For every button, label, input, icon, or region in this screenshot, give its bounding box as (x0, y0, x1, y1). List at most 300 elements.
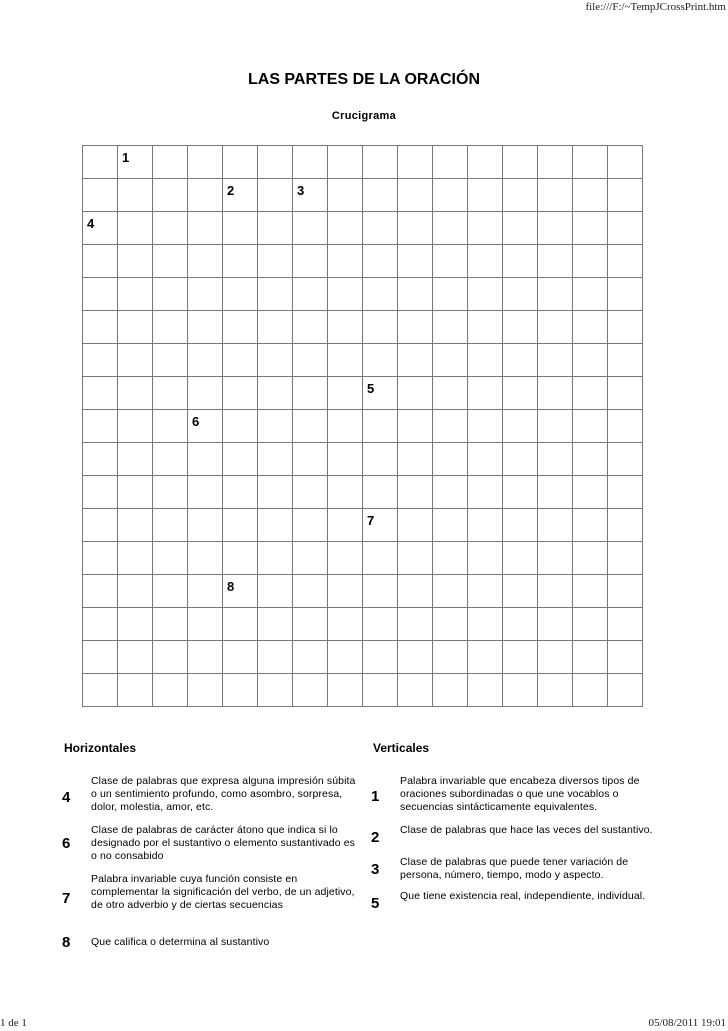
grid-cell (573, 674, 608, 707)
grid-cell (258, 575, 293, 608)
grid-cell (503, 476, 538, 509)
grid-cell (433, 674, 468, 707)
grid-cell (153, 542, 188, 575)
grid-cell (258, 542, 293, 575)
grid-cell (573, 509, 608, 542)
grid-cell (363, 146, 398, 179)
clue-text: Palabra invariable que encabeza diversos tipos de oraciones subordinadas o que une vocablos o secuencias sintácticamente equivalentes. (400, 775, 640, 813)
grid-cell (328, 443, 363, 476)
grid-cell (538, 476, 573, 509)
grid-cell (573, 410, 608, 443)
page-count: 1 de 1 (0, 1017, 27, 1029)
grid-cell (118, 377, 153, 410)
grid-cell (258, 641, 293, 674)
grid-cell (188, 278, 223, 311)
grid-cell (433, 245, 468, 278)
grid-cell (188, 245, 223, 278)
grid-cell (188, 608, 223, 641)
grid-cell (223, 344, 258, 377)
grid-cell (538, 344, 573, 377)
grid-cell (293, 674, 328, 707)
grid-cell (223, 179, 258, 212)
grid-cell (468, 212, 503, 245)
grid-cell (118, 674, 153, 707)
grid-cell (363, 212, 398, 245)
grid-cell-number: 6 (192, 414, 200, 429)
grid-cell (608, 575, 643, 608)
grid-cell (118, 410, 153, 443)
grid-cell (503, 575, 538, 608)
grid-cell (433, 509, 468, 542)
grid-cell (223, 278, 258, 311)
grid-cell (258, 476, 293, 509)
grid-cell (188, 575, 223, 608)
grid-cell (538, 542, 573, 575)
grid-cell (118, 344, 153, 377)
grid-cell (293, 542, 328, 575)
grid-cell (83, 542, 118, 575)
grid-cell (258, 179, 293, 212)
grid-cell (608, 344, 643, 377)
grid-cell (398, 410, 433, 443)
grid-cell (433, 608, 468, 641)
grid-cell (83, 311, 118, 344)
clue-text: Clase de palabras de carácter átono que indica si lo designado por el sustantivo o elemento sustantivado es o no consabido (91, 824, 355, 862)
grid-cell (223, 377, 258, 410)
grid-cell (398, 443, 433, 476)
grid-cell (188, 377, 223, 410)
grid-cell (328, 344, 363, 377)
grid-cell (118, 608, 153, 641)
grid-cell (398, 542, 433, 575)
grid-cell (503, 344, 538, 377)
grid-cell (503, 179, 538, 212)
grid-cell (188, 443, 223, 476)
grid-cell (468, 509, 503, 542)
grid-cell (153, 311, 188, 344)
grid-cell (608, 245, 643, 278)
across-heading: Horizontales (64, 741, 137, 755)
grid-cell (83, 575, 118, 608)
grid-cell (468, 245, 503, 278)
grid-cell (83, 212, 118, 245)
grid-cell (293, 245, 328, 278)
grid-cell (188, 146, 223, 179)
grid-cell (468, 575, 503, 608)
grid-cell (328, 212, 363, 245)
grid-cell (118, 476, 153, 509)
clue-number: 8 (62, 934, 71, 951)
grid-cell (433, 311, 468, 344)
grid-cell (83, 245, 118, 278)
grid-cell (608, 212, 643, 245)
down-clue (371, 775, 671, 821)
grid-cell (433, 476, 468, 509)
grid-cell (538, 509, 573, 542)
grid-cell (363, 443, 398, 476)
grid-cell (398, 674, 433, 707)
grid-cell (363, 344, 398, 377)
grid-cell (328, 476, 363, 509)
grid-cell (188, 509, 223, 542)
grid-cell (223, 674, 258, 707)
grid-cell (258, 608, 293, 641)
grid-cell (503, 146, 538, 179)
grid-cell (153, 245, 188, 278)
grid-cell (363, 179, 398, 212)
clue-text: Palabra invariable cuya función consiste en complementar la significación del verbo, de un adjetivo, de otro adverbio y de ciertas secuencias (91, 873, 355, 911)
grid-cell (83, 344, 118, 377)
grid-cell (398, 641, 433, 674)
grid-cell (118, 311, 153, 344)
grid-cell (573, 542, 608, 575)
clue-text: Clase de palabras que expresa alguna impresión súbita o un sentimiento profundo, como asombro, sorpresa, dolor, molestia, amor, etc. (91, 775, 356, 813)
grid-cell (83, 641, 118, 674)
grid-cell (363, 476, 398, 509)
clue-number: 4 (62, 789, 71, 806)
grid-cell (328, 179, 363, 212)
grid-cell-number: 2 (227, 183, 235, 198)
crossword-grid (82, 145, 643, 707)
grid-cell (153, 278, 188, 311)
grid-cell (153, 476, 188, 509)
grid-cell (293, 410, 328, 443)
grid-cell (328, 311, 363, 344)
grid-cell (223, 410, 258, 443)
grid-cell (293, 179, 328, 212)
grid-cell (223, 443, 258, 476)
grid-cell (468, 674, 503, 707)
clue-number: 5 (371, 895, 380, 912)
grid-cell (293, 443, 328, 476)
grid-cell (83, 179, 118, 212)
grid-cell (293, 311, 328, 344)
grid-cell (83, 509, 118, 542)
grid-cell (468, 476, 503, 509)
down-heading: Verticales (373, 741, 430, 755)
grid-cell (258, 245, 293, 278)
grid-cell (258, 311, 293, 344)
grid-cell (468, 344, 503, 377)
grid-cell (538, 575, 573, 608)
clue-text: Clase de palabras que puede tener variación de persona, número, tiempo, modo y aspecto. (400, 856, 629, 881)
grid-cell (328, 542, 363, 575)
grid-cell (223, 608, 258, 641)
grid-cell (363, 509, 398, 542)
grid-cell (83, 674, 118, 707)
grid-cell (538, 245, 573, 278)
grid-cell (153, 212, 188, 245)
grid-cell (188, 641, 223, 674)
grid-cell (328, 377, 363, 410)
grid-cell (573, 377, 608, 410)
grid-cell (398, 476, 433, 509)
clue-number: 3 (371, 861, 380, 878)
grid-cell (118, 641, 153, 674)
grid-cell (398, 377, 433, 410)
grid-cell (258, 278, 293, 311)
grid-cell (223, 542, 258, 575)
grid-cell (223, 641, 258, 674)
grid-cell (293, 641, 328, 674)
clue-number: 7 (62, 890, 71, 907)
grid-cell (503, 542, 538, 575)
grid-cell (433, 344, 468, 377)
grid-cell (188, 179, 223, 212)
grid-cell (223, 212, 258, 245)
grid-cell (468, 641, 503, 674)
grid-cell (538, 674, 573, 707)
grid-cell (433, 641, 468, 674)
grid-cell (503, 674, 538, 707)
grid-cell (293, 212, 328, 245)
grid-cell (328, 245, 363, 278)
grid-cell (83, 476, 118, 509)
grid-cell (83, 410, 118, 443)
grid-cell (573, 608, 608, 641)
grid-cell (503, 278, 538, 311)
across-clue (62, 873, 362, 929)
grid-cell-number: 5 (367, 381, 375, 396)
grid-cell (258, 377, 293, 410)
grid-cell (223, 476, 258, 509)
grid-cell (573, 245, 608, 278)
grid-cell (258, 146, 293, 179)
grid-cell (468, 542, 503, 575)
page-subtitle: Crucigrama (331, 110, 397, 122)
grid-cell (468, 311, 503, 344)
grid-cell (328, 410, 363, 443)
grid-cell (538, 377, 573, 410)
grid-cell (363, 641, 398, 674)
grid-cell (188, 476, 223, 509)
grid-cell (363, 311, 398, 344)
grid-cell (328, 674, 363, 707)
grid-cell (608, 509, 643, 542)
down-clue (371, 856, 671, 886)
page-url: file:///F:/~TempJCrossPrint.htm (585, 1, 726, 13)
grid-cell (398, 278, 433, 311)
grid-cell (468, 146, 503, 179)
grid-cell (153, 641, 188, 674)
grid-cell (363, 245, 398, 278)
grid-cell (83, 278, 118, 311)
grid-cell (328, 641, 363, 674)
grid-cell (293, 608, 328, 641)
grid-cell (573, 179, 608, 212)
grid-cell (433, 278, 468, 311)
grid-cell (468, 179, 503, 212)
grid-cell (608, 542, 643, 575)
grid-cell (328, 509, 363, 542)
grid-cell (293, 278, 328, 311)
grid-cell (363, 608, 398, 641)
grid-cell (608, 179, 643, 212)
grid-cell (153, 344, 188, 377)
grid-cell (293, 476, 328, 509)
grid-cell (188, 311, 223, 344)
grid-cell (503, 608, 538, 641)
grid-cell (153, 608, 188, 641)
grid-cell (433, 146, 468, 179)
across-clue (62, 824, 362, 870)
grid-cell (328, 278, 363, 311)
down-clue (371, 824, 671, 854)
grid-cell (363, 410, 398, 443)
grid-cell (83, 377, 118, 410)
clue-text: Que tiene existencia real, independiente, individual. (400, 890, 646, 902)
grid-cell (608, 641, 643, 674)
grid-cell (608, 410, 643, 443)
grid-cell (608, 674, 643, 707)
grid-cell-number: 7 (367, 513, 375, 528)
grid-cell (398, 344, 433, 377)
grid-cell (118, 278, 153, 311)
grid-cell (538, 278, 573, 311)
grid-cell (573, 278, 608, 311)
grid-cell (433, 443, 468, 476)
grid-cell (153, 443, 188, 476)
grid-cell (573, 311, 608, 344)
grid-cell (398, 245, 433, 278)
grid-cell (83, 443, 118, 476)
grid-cell (608, 278, 643, 311)
grid-cell (398, 179, 433, 212)
grid-cell (538, 641, 573, 674)
grid-cell (398, 575, 433, 608)
across-clue (62, 775, 362, 829)
grid-cell (608, 608, 643, 641)
grid-cell (608, 311, 643, 344)
grid-cell (398, 509, 433, 542)
grid-cell (503, 212, 538, 245)
grid-cell (573, 212, 608, 245)
grid-cell-number: 1 (122, 150, 130, 165)
grid-cell (188, 674, 223, 707)
grid-cell (258, 674, 293, 707)
grid-cell (468, 278, 503, 311)
grid-cell (538, 146, 573, 179)
grid-cell (503, 410, 538, 443)
grid-cell (118, 212, 153, 245)
grid-cell (188, 542, 223, 575)
grid-cell (503, 509, 538, 542)
grid-cell (573, 344, 608, 377)
grid-cell (293, 575, 328, 608)
page-title: LAS PARTES DE LA ORACIÓN (247, 71, 480, 88)
grid-cell (538, 410, 573, 443)
grid-cell (258, 509, 293, 542)
grid-cell (538, 212, 573, 245)
grid-cell (118, 146, 153, 179)
grid-cell (608, 476, 643, 509)
grid-cell (503, 377, 538, 410)
grid-cell (468, 608, 503, 641)
grid-cell (503, 641, 538, 674)
grid-cell (188, 344, 223, 377)
grid-cell (468, 377, 503, 410)
grid-cell (153, 146, 188, 179)
grid-cell (363, 278, 398, 311)
grid-cell (293, 146, 328, 179)
grid-cell (398, 608, 433, 641)
grid-cell (468, 443, 503, 476)
grid-cell (538, 179, 573, 212)
grid-cell (363, 575, 398, 608)
grid-cell (503, 443, 538, 476)
print-datetime: 05/08/2011 19:01 (648, 1017, 726, 1029)
down-clue (371, 890, 671, 920)
grid-cell (328, 146, 363, 179)
grid-cell (153, 179, 188, 212)
grid-cell (363, 674, 398, 707)
clue-number: 2 (371, 829, 380, 846)
grid-cell (433, 179, 468, 212)
grid-cell (118, 509, 153, 542)
grid-cell (433, 377, 468, 410)
grid-cell (503, 311, 538, 344)
grid-cell (433, 542, 468, 575)
grid-cell (328, 575, 363, 608)
grid-cell (573, 146, 608, 179)
grid-cell (398, 311, 433, 344)
clue-text: Que califica o determina al sustantivo (91, 936, 270, 948)
grid-cell (328, 608, 363, 641)
clue-number: 6 (62, 835, 71, 852)
grid-cell (538, 311, 573, 344)
grid-cell (153, 509, 188, 542)
grid-cell (188, 410, 223, 443)
grid-cell (118, 575, 153, 608)
grid-cell (573, 575, 608, 608)
grid-cell (118, 245, 153, 278)
grid-cell (223, 575, 258, 608)
grid-cell-number: 4 (87, 216, 95, 231)
grid-cell (223, 509, 258, 542)
grid-cell (363, 542, 398, 575)
grid-cell (153, 674, 188, 707)
grid-cell (573, 476, 608, 509)
grid-cell (153, 410, 188, 443)
grid-cell-number: 8 (227, 579, 235, 594)
grid-cell (398, 212, 433, 245)
grid-cell (118, 542, 153, 575)
grid-cell (608, 443, 643, 476)
grid-cell (258, 212, 293, 245)
grid-cell (83, 146, 118, 179)
grid-cell (503, 245, 538, 278)
grid-cell (223, 146, 258, 179)
grid-cell (573, 443, 608, 476)
grid-cell (363, 377, 398, 410)
grid-cell (468, 410, 503, 443)
grid-cell (223, 245, 258, 278)
grid-cell (118, 179, 153, 212)
clue-number: 1 (371, 788, 380, 805)
grid-cell (293, 509, 328, 542)
clue-text: Clase de palabras que hace las veces del sustantivo. (400, 824, 653, 836)
grid-cell (153, 575, 188, 608)
grid-cell (608, 377, 643, 410)
grid-cell (398, 146, 433, 179)
grid-cell (293, 344, 328, 377)
grid-cell (433, 410, 468, 443)
grid-cell (223, 311, 258, 344)
grid-cell (608, 146, 643, 179)
grid-cell (433, 575, 468, 608)
grid-cell (573, 641, 608, 674)
grid-cell (538, 443, 573, 476)
